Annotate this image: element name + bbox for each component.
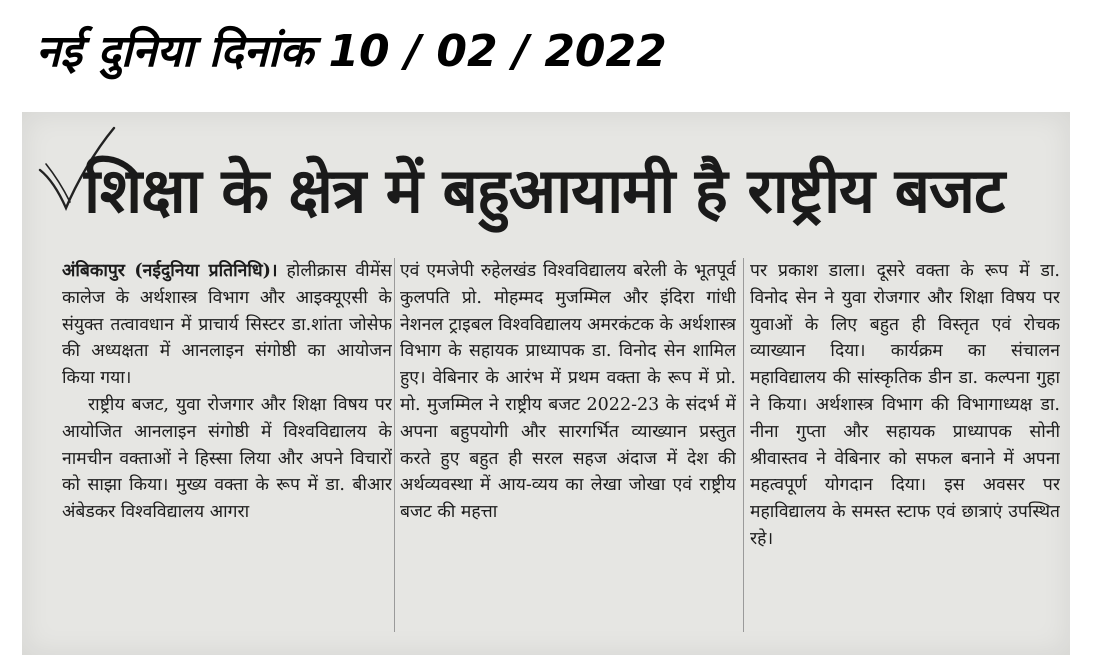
article-column-3 <box>750 258 1060 638</box>
article-paragraph: एवं एमजेपी रुहेलखंड विश्वविद्यालय बरेली के भूतपूर्व कुलपति प्रो. मोहम्मद मुजम्मिल और इंदिरा गांधी नेशनल ट्राइबल विश्वविद्यालय अमरकंटक के अर्थशास्त्र विभाग के सहायक प्राध्यापक डा. विनोद सेन शामिल हुए। वेबिनार के आरंभ में प्रथम वक्ता के रूप में प्रो. मो. मुजम्मिल ने राष्ट्रीय बजट 2022-23 के संदर्भ में अपना बहुपयोगी और सारगर्भित व्याख्यान प्रस्तुत करते हुए बहुत ही सरल सहज अंदाज में देश की अर्थव्यवस्था में आय-व्यय का लेखा जोखा एवं राष्ट्रीय बजट की महत्ता <box>400 261 736 523</box>
article-dateline: अंबिकापुर (नईदुनिया प्रतिनिधि)। <box>62 261 278 281</box>
article-column-1 <box>62 258 392 638</box>
article-paragraph: राष्ट्रीय बजट, युवा रोजगार और शिक्षा विषय पर आयोजित आनलाइन संगोष्ठी में विश्वविद्यालय के नामचीन वक्ताओं ने हिस्सा लिया और अपने विचारों को साझा किया। मुख्य वक्ता के रूप में डा. बीआर अंबेडकर विश्वविद्यालय आगरा <box>62 394 392 523</box>
article-column-2 <box>400 258 736 638</box>
column-divider <box>743 258 744 632</box>
column-divider <box>394 258 395 632</box>
newspaper-clipping <box>22 112 1070 655</box>
article-paragraph: पर प्रकाश डाला। दूसरे वक्ता के रूप में डा. विनोद सेन ने युवा रोजगार और शिक्षा विषय पर युवाओं के लिए बहुत ही विस्तृत एवं रोचक व्याख्यान दिया। कार्यक्रम का संचालन महाविद्यालय की सांस्कृतिक डीन डा. कल्पना गुहा ने किया। अर्थशास्त्र विभाग की विभागाध्यक्ष डा. नीना गुप्ता और सहायक प्राध्यापक सोनी श्रीवास्तव ने वेबिनार को सफल बनाने में अपना महत्वपूर्ण योगदान दिया। इस अवसर पर महाविद्यालय के समस्त स्टाफ एवं छात्राएं उपस्थित रहे। <box>750 261 1060 549</box>
newspaper-date-caption: नई दुनिया दिनांक 10 / 02 / 2022 <box>36 26 667 77</box>
article-paragraph <box>62 258 392 392</box>
article-paragraph-text: होलीक्रास वीमेंस कालेज के अर्थशास्त्र विभाग और आइक्यूएसी के संयुक्त तत्वावधान में प्राचार्य सिस्टर डा.शांता जोसेफ की अध्यक्षता में आनलाइन संगोष्ठी का आयोजन किया गया। <box>62 261 392 389</box>
article-headline: शिक्षा के क्षेत्र में बहुआयामी है राष्ट्रीय बजट <box>84 154 1005 227</box>
